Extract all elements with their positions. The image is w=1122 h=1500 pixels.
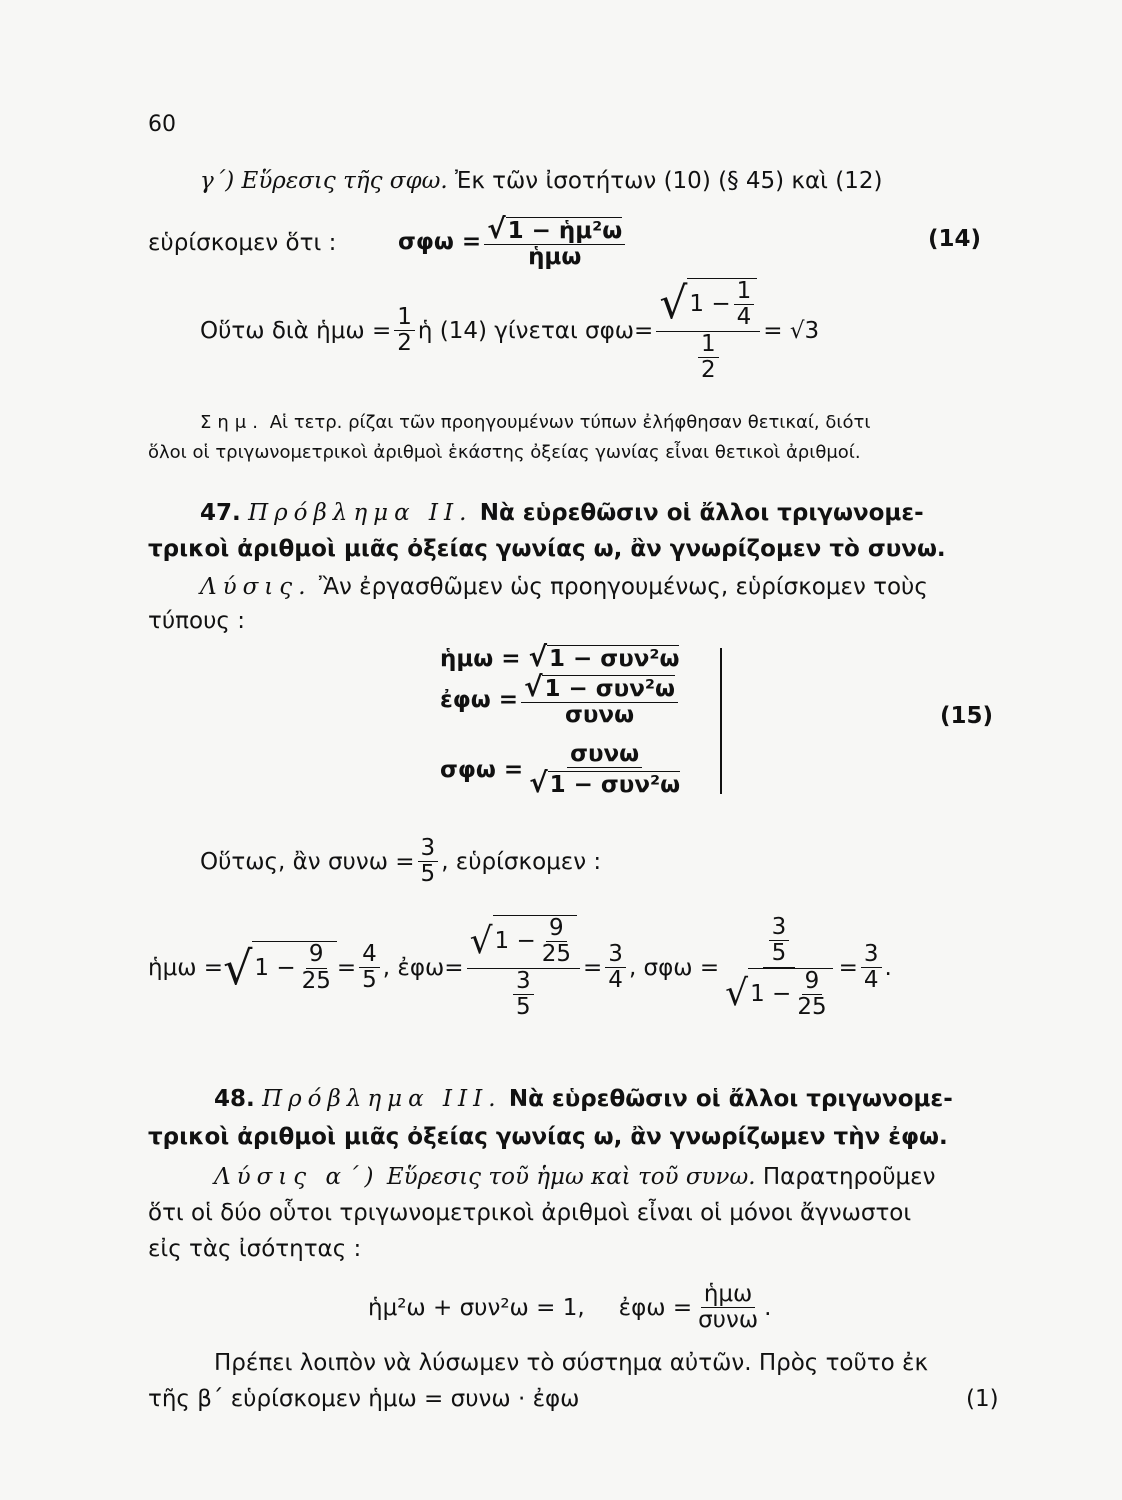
example-1-inner-prefix: 1 − xyxy=(689,291,731,318)
example-1-outer-den: 2 xyxy=(700,356,716,383)
eq1-label: (1) xyxy=(966,1386,999,1412)
problem48-solution-label: Λύσις α΄) xyxy=(214,1164,380,1190)
note-label: Σημ. xyxy=(200,412,264,433)
r2-num-inner: 1 − xyxy=(494,928,536,955)
formula-f3: σφω = $\frac{\text{συνω}}{\text{√1 − συν²ω}}$ xyxy=(440,741,681,800)
r1-lhs: ἡμω = xyxy=(148,954,224,981)
problem48-solution-text: Παρατηροῦμεν xyxy=(762,1164,936,1190)
r1-res-den: 5 xyxy=(362,967,377,994)
f2-lhs: ἐφω = xyxy=(440,687,519,714)
problem47-label: Πρόβλημα ΙΙ. xyxy=(248,500,473,526)
problem47-title-line2: τρικοὶ ἀριθμοὶ μιᾶς ὀξείας γωνίας ω, ἂν γνωρίζομεν τὸ συνω. xyxy=(148,536,946,562)
r2-den-d: 5 xyxy=(515,993,531,1020)
f3-lhs: σφω = xyxy=(440,757,524,784)
problem48-line4: Πρέπει λοιπὸν νὰ λύσωμεν τὸ σύστημα αὐτῶν. Πρὸς τοῦτο ἐκ xyxy=(214,1350,929,1376)
r3-den-d: 25 xyxy=(797,993,827,1020)
r2-num-d: 25 xyxy=(541,941,572,968)
problem47-title1 xyxy=(200,500,924,526)
f1-radicand: 1 − συν²ω xyxy=(549,646,680,672)
example-1-prefix: Οὕτω διὰ ἡμω = xyxy=(200,317,392,344)
problem48-title-line1: Νὰ εὑρεθῶσιν οἱ ἄλλοι τριγωνομε- xyxy=(508,1086,953,1112)
sys-eq2-den: συνω xyxy=(698,1307,759,1334)
example-2-num: 3 xyxy=(418,836,439,862)
note-line1 xyxy=(200,412,870,433)
eq14-lhs: σφω = xyxy=(398,229,482,256)
eq14-numerator: 1 − ἡμ²ω xyxy=(507,218,623,244)
formula-f2: ἐφω = $\frac{\text{√1 − συν²ω}}{\text{συνω}}$ xyxy=(440,672,681,729)
sys-eq2-num: ἡμω xyxy=(701,1282,755,1308)
problem47-solution-text: Ἂν ἐργασθῶμεν ὡς προηγουμένως, εὑρίσκομεν τοὺς xyxy=(318,574,928,600)
problem48-title-line2: τρικοὶ ἀριθμοὶ μιᾶς ὀξείας γωνίας ω, ἂν γνωρίζωμεν τὴν ἐφω. xyxy=(148,1124,948,1150)
system-equations xyxy=(368,1282,771,1334)
f1-lhs: ἡμω = xyxy=(440,646,521,672)
r3-den-inner: 1 − xyxy=(750,980,792,1007)
section-g-line1 xyxy=(200,168,882,194)
r3-num-n: 3 xyxy=(769,915,790,941)
r1-eq: = xyxy=(336,954,357,981)
example-1 xyxy=(200,278,819,383)
problem47-solution-text2: τύπους : xyxy=(148,608,245,634)
r2-den-n: 3 xyxy=(513,969,534,995)
problem48-number: 48. xyxy=(214,1086,255,1112)
section-g-heading: γ΄) Εὕρεσις τῆς σφω. xyxy=(200,168,448,194)
example-1-inner-num: 1 xyxy=(734,279,755,305)
eq14 xyxy=(398,214,628,271)
r1-num: 9 xyxy=(306,942,327,968)
eq15-label: (15) xyxy=(940,703,994,729)
r3-lhs: , σφω = xyxy=(628,954,720,981)
r1-inner: 1 − xyxy=(254,955,296,982)
example-2-prefix: Οὕτως, ἂν συνω = xyxy=(200,848,415,875)
formula-f1: ἡμω = √1 − συν²ω xyxy=(440,640,680,673)
sys-end: . xyxy=(764,1294,772,1321)
problem48-line3: εἰς τὰς ἰσότητας : xyxy=(148,1236,362,1262)
sys-eq1: ἡμ²ω + συν²ω = 1, xyxy=(368,1294,585,1321)
eq14-denominator: ἡμω xyxy=(528,244,582,271)
r3-res-num: 3 xyxy=(861,942,882,968)
example-1-inner-den: 4 xyxy=(736,304,752,331)
r2-eq: = xyxy=(583,954,603,981)
r2-res-num: 3 xyxy=(605,942,626,968)
results-line: ἡμω = √ 1 − $\frac{9}{25}$ = $\frac{4}{5}$ , ἐφω= √ 1 − $\frac{9}{25}$ $\frac{3}{5}$ = $\frac{3}{4}$ , σφω = $\frac{3}{5}$ √ 1 − $\frac{9}{25}$ = $\frac{3}{4}$ . xyxy=(148,914,892,1020)
r3-den-n: 9 xyxy=(802,969,823,995)
r2-num-n: 9 xyxy=(546,916,567,942)
r2-lhs: , ἐφω= xyxy=(382,954,464,981)
r1-res-num: 4 xyxy=(359,942,380,968)
problem48-line2: ὅτι οἱ δύο οὗτοι τριγωνομετρικοὶ ἀριθμοὶ εἶναι οἱ μόνοι ἄγνωστοι xyxy=(148,1200,912,1226)
formula-brace xyxy=(712,648,722,794)
f2-num: 1 − συν²ω xyxy=(544,676,675,702)
example-1-num: 1 xyxy=(394,305,415,331)
r3-fraction: $\frac{3}{5}$ √ 1 − $\frac{9}{25}$ xyxy=(722,915,835,1020)
r3-end: . xyxy=(884,954,892,981)
eq14-fraction: $\frac{\text{√1 − ἡμ²ω}}{\text{ἡμω}}$ xyxy=(484,214,625,271)
r3-res-den: 4 xyxy=(863,967,879,994)
sys-eq2-lhs: ἐφω = xyxy=(618,1294,693,1321)
problem48-label: Πρόβλημα ΙΙΙ. xyxy=(262,1086,502,1112)
problem48-solution-italic: Εὕρεσις τοῦ ἡμω καὶ τοῦ συνω. xyxy=(386,1164,756,1190)
eq14-label: (14) xyxy=(928,226,982,252)
example-1-outer-num: 1 xyxy=(698,332,719,358)
problem48-line5: τῆς β΄ εὑρίσκομεν ἡμω = συνω · ἐφω xyxy=(148,1386,580,1412)
note-text1: Αἱ τετρ. ρίζαι τῶν προηγουμένων τύπων ἐλήφθησαν θετικαί, διότι xyxy=(269,412,871,433)
example-1-mid: ἡ (14) γίνεται σφω= xyxy=(417,317,654,344)
r3-eq: = xyxy=(838,954,858,981)
example-2 xyxy=(200,836,601,888)
page-number: 60 xyxy=(148,112,176,137)
problem47-title-line1: Νὰ εὑρεθῶσιν οἱ ἄλλοι τριγωνομε- xyxy=(479,500,924,526)
f2-den: συνω xyxy=(564,702,635,729)
r1-den: 25 xyxy=(301,967,331,994)
r2-res-den: 4 xyxy=(608,967,623,994)
r3-num-d: 5 xyxy=(771,940,787,967)
f3-den: 1 − συν²ω xyxy=(549,772,681,799)
problem47-solution xyxy=(200,574,928,600)
example-2-den: 5 xyxy=(420,861,436,888)
example-1-bigfrac: √ 1 − $\frac{1}{4}$ $\frac{1}{2}$ xyxy=(656,278,760,383)
example-2-suffix: , εὑρίσκομεν : xyxy=(441,848,602,875)
section-g-text: Ἐκ τῶν ἰσοτήτων (10) (§ 45) καὶ (12) xyxy=(454,168,883,194)
r2-fraction: √ 1 − $\frac{9}{25}$ $\frac{3}{5}$ xyxy=(467,915,580,1020)
problem47-solution-label: Λύσις. xyxy=(200,574,312,600)
problem48-solution xyxy=(214,1164,935,1190)
example-1-result: = √3 xyxy=(763,317,820,344)
problem48-title1 xyxy=(214,1086,953,1112)
example-1-den: 2 xyxy=(397,330,412,357)
problem47-number: 47. xyxy=(200,500,241,526)
section-g-lead: εὑρίσκομεν ὅτι : xyxy=(148,230,337,256)
f3-num: συνω xyxy=(567,742,642,768)
note-line2: ὅλοι οἱ τριγωνομετρικοὶ ἀριθμοὶ ἑκάστης ὀξείας γωνίας εἶναι θετικοὶ ἀριθμοί. xyxy=(148,442,861,463)
